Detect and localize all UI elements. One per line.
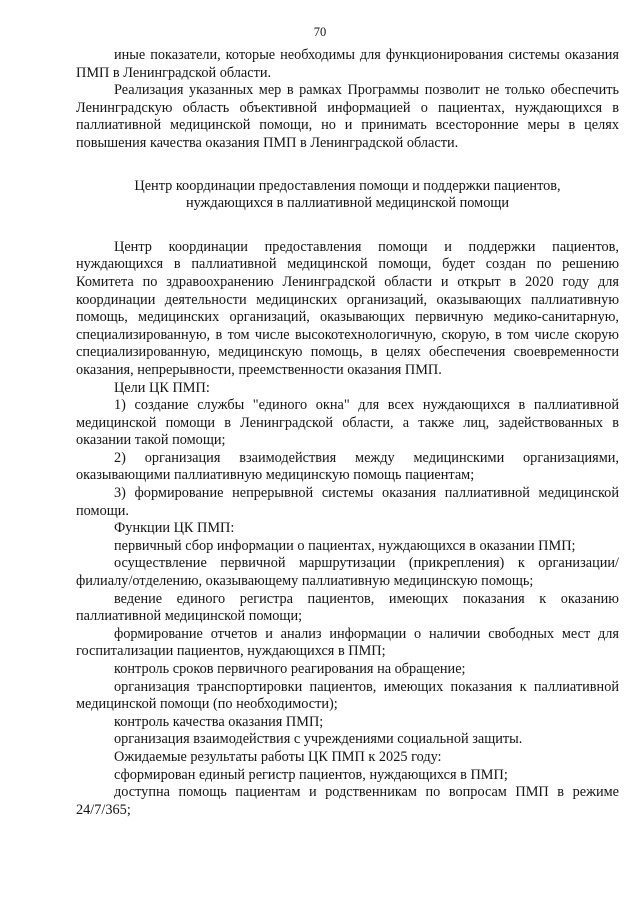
function-item: осуществление первичной маршрутизации (прикрепления) к организации/ филиалу/отделению, оказывающему паллиативную медицинскую помощь; [76,555,619,590]
paragraph: Реализация указанных мер в рамках Программы позволит не только обеспечить Ленинградскую область объективной информацией о пациентах, нуждающихся в паллиативной медицинской помощи, но и принимать всесторонние меры в целях повышения качества оказания ПМП в Ленинградской области. [76,82,619,151]
section-heading [76,178,619,213]
goal-item: 2) организация взаимодействия между медицинскими организациями, оказывающими паллиативную медицинскую помощь пациентам; [76,449,619,484]
function-item: первичный сбор информации о пациентах, нуждающихся в оказании ПМП; [114,537,576,554]
function-item: контроль сроков первичного реагирования на обращение; [114,661,466,677]
functions-title: Функции ЦК ПМП: [114,520,235,537]
goal-item: 3) формирование непрерывной системы оказания паллиативной медицинской помощи. [76,485,619,519]
section-heading-line: нуждающихся в паллиативной медицинской помощи [185,195,510,212]
function-item: ведение единого регистра пациентов, имеющих показания к оказанию паллиативной медицинской помощи; [76,590,619,625]
function-item: организация транспортировки пациентов, имеющих показания к паллиативной медицинской помощи (по необходимости); [76,678,619,713]
function-item: контроль качества оказания ПМП; [114,713,324,730]
document-body [76,47,619,819]
section-heading-line: Центр координации предоставления помощи и поддержки пациентов, [134,177,561,194]
goals-title: Цели ЦК ПМП: [114,379,210,396]
result-item: сформирован единый регистр пациентов, нуждающихся в ПМП; [114,766,508,783]
result-item: доступна помощь пациентам и родственникам по вопросам ПМП в режиме 24/7/365; [76,784,619,818]
paragraph: иные показатели, которые необходимы для функционирования системы оказания ПМП в Ленинградской области. [76,47,619,81]
goal-item: 1) создание службы "единого окна" для всех нуждающихся в паллиативной медицинской помощи в Ленинградской области, а также лиц, задействованных в оказании такой помощи; [76,397,619,449]
function-item: организация взаимодействия с учреждениями социальной защиты. [114,731,523,748]
function-item: формирование отчетов и анализ информации о наличии свободных мест для госпитализации пациентов, нуждающихся в ПМП; [76,625,619,660]
intro-paragraph: Центр координации предоставления помощи и поддержки пациентов, нуждающихся в паллиативной медицинской помощи, будет создан по решению Комитета по здравоохранению Ленинградской области и открыт в 2020 году для координации деятельности медицинских организаций, оказывающих паллиативную помощь, медицинских организаций, оказывающих первичную медико-санитарную, специализированную, в том числе высокотехнологичную, скорую, в том числе скорую специализированную, медицинскую помощь, в целях обеспечения своевременности оказания, непрерывности, преемственности оказания ПМП. [76,238,619,378]
page-number: 70 [313,25,327,39]
results-title: Ожидаемые результаты работы ЦК ПМП к 2025 году: [114,748,442,765]
